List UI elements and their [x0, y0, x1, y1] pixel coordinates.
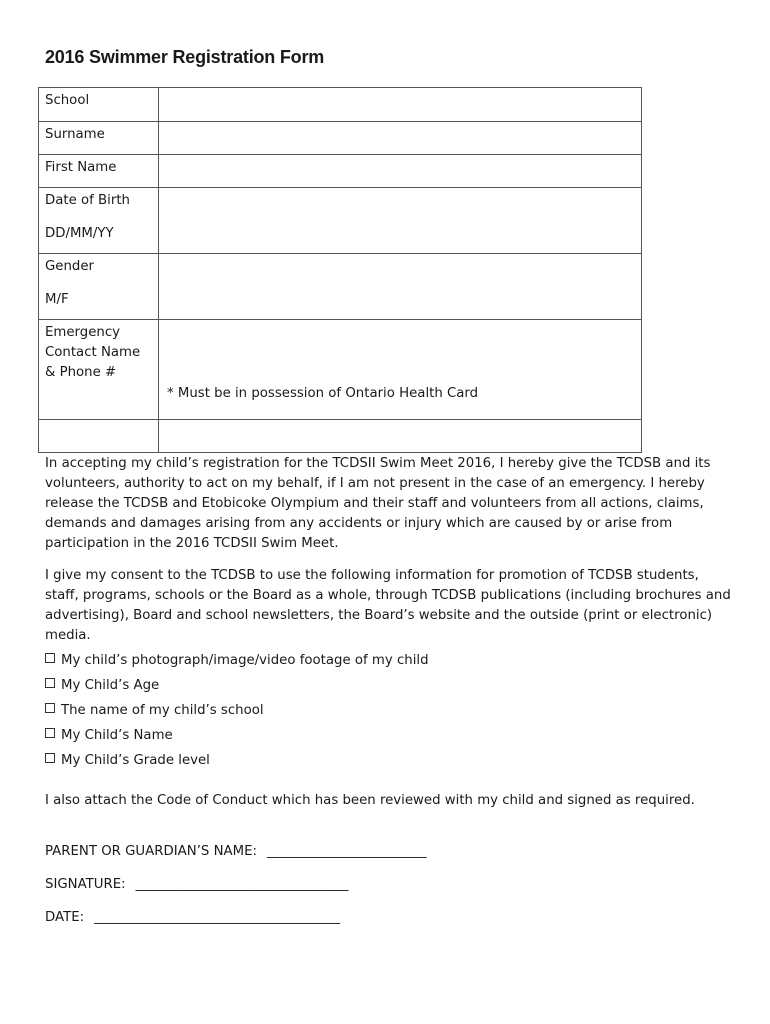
surname-label-cell: [39, 122, 159, 155]
consent-paragraph: I give my consent to the TCDSB to use the following information for promotion of TCDSB students, staff, programs, schools or the Board as a whole, through TCDSB publications (including brochures and advertising), Board and school newsletters, the Board’s website and the outside (print or electronic) media.: [45, 568, 731, 643]
health-card-note: * Must be in possession of Ontario Health Card: [167, 386, 479, 401]
emergency-contact-field[interactable]: [159, 320, 642, 420]
date-of-birth-field[interactable]: [159, 188, 642, 254]
parent-name-label: PARENT OR GUARDIAN’S NAME:: [45, 844, 257, 859]
code-of-conduct-paragraph: I also attach the Code of Conduct which has been reviewed with my child and signed as required.: [45, 793, 695, 808]
checkbox-grade-level[interactable]: [45, 753, 55, 763]
registration-table: [38, 87, 642, 453]
table-row-school: [39, 88, 642, 122]
dob-label: [39, 188, 158, 244]
gender-label-cell: [39, 254, 159, 320]
list-item: [45, 673, 429, 698]
first-name-label: First Name: [45, 160, 117, 175]
release-paragraph: In accepting my child’s registration for the TCDSII Swim Meet 2016, I hereby give the TCDSB and its volunteers, authority to act on my behalf, if I am not present in the case of an emergency. I hereby release the TCDSB and Etobicoke Olympium and their staff and volunteers from all actions, claims, demands and damages arising from any accidents or injury which are caused by or arise from participation in the 2016 TCDSII Swim Meet.: [45, 456, 711, 551]
table-row-surname: [39, 122, 642, 155]
gender-label: [39, 254, 158, 310]
emergency-label-cell: [39, 320, 159, 420]
parent-name-line: [45, 844, 427, 859]
table-row-emergency-contact: [39, 320, 642, 420]
table-row-date-of-birth: [39, 188, 642, 254]
table-row-gender: [39, 254, 642, 320]
date-line: [45, 910, 340, 925]
list-item: [45, 648, 429, 673]
gender-label-text: Gender: [45, 259, 94, 274]
consent-item-label: My Child’s Age: [61, 678, 160, 693]
school-field[interactable]: [159, 88, 642, 122]
consent-item-label: My Child’s Grade level: [61, 753, 210, 768]
signature-label: SIGNATURE:: [45, 877, 126, 892]
list-item: [45, 698, 429, 723]
gender-field[interactable]: [159, 254, 642, 320]
consent-item-label: The name of my child’s school: [61, 703, 264, 718]
table-row-first-name: [39, 155, 642, 188]
emergency-contact-label: Emergency Contact Name & Phone #: [45, 325, 141, 380]
parent-name-field[interactable]: ________________________: [267, 844, 427, 859]
checkbox-photo[interactable]: [45, 653, 55, 663]
school-label: School: [45, 93, 90, 108]
date-field[interactable]: _____________________________________: [94, 910, 341, 925]
dob-label-text: Date of Birth: [45, 193, 130, 208]
dob-label-cell: [39, 188, 159, 254]
table-row-blank: [39, 420, 642, 453]
first-name-field[interactable]: [159, 155, 642, 188]
checkbox-school-name[interactable]: [45, 703, 55, 713]
signature-line: [45, 877, 348, 892]
list-item: [45, 723, 429, 748]
consent-item-label: My Child’s Name: [61, 728, 173, 743]
date-label: DATE:: [45, 910, 85, 925]
surname-field[interactable]: [159, 122, 642, 155]
signature-field[interactable]: ________________________________: [135, 877, 349, 892]
checkbox-child-name[interactable]: [45, 728, 55, 738]
surname-label: Surname: [45, 127, 105, 142]
consent-item-label: My child’s photograph/image/video footage of my child: [61, 653, 429, 668]
first-name-label-cell: [39, 155, 159, 188]
blank-label-cell: [39, 420, 159, 453]
list-item: [45, 748, 429, 773]
checkbox-age[interactable]: [45, 678, 55, 688]
form-title: 2016 Swimmer Registration Form: [45, 47, 325, 67]
blank-field[interactable]: [159, 420, 642, 453]
gender-format-text: M/F: [45, 292, 69, 307]
dob-format-text: DD/MM/YY: [45, 226, 114, 241]
consent-checklist: [45, 648, 429, 773]
school-label-cell: [39, 88, 159, 122]
